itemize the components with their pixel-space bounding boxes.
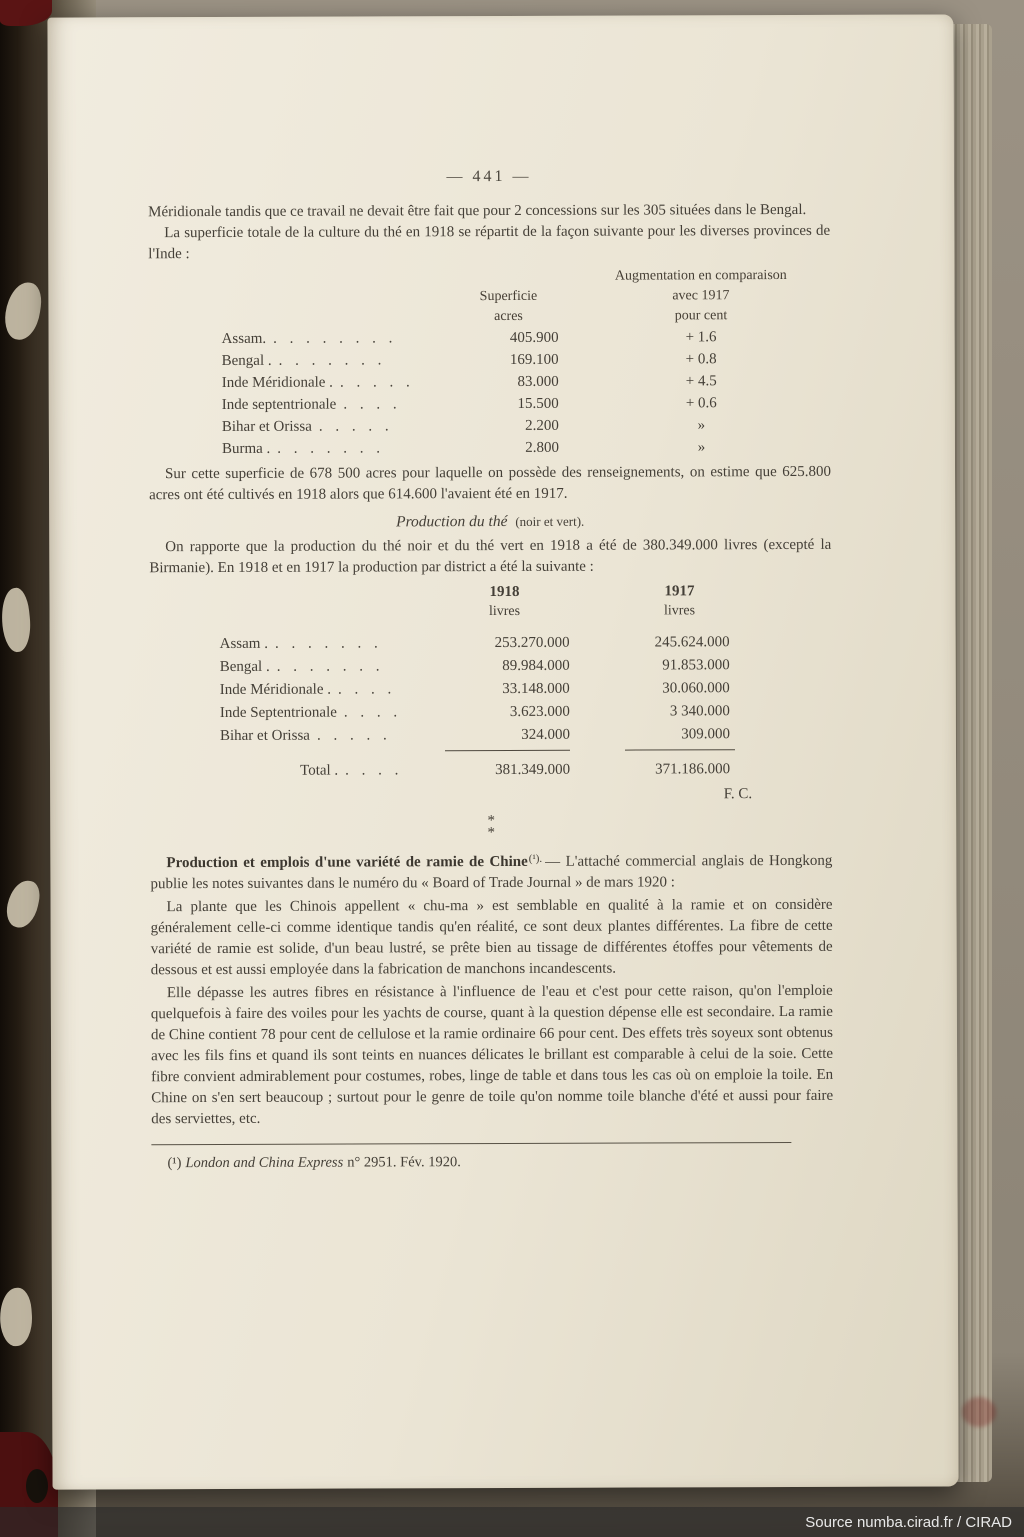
dot-leader: . . . . . . . <box>277 440 382 457</box>
watermark-text: Source numba.cirad.fr / CIRAD <box>805 1513 1012 1531</box>
superficie-table-header-line1 <box>148 266 830 288</box>
table-row <box>149 326 831 350</box>
table-row <box>149 414 831 438</box>
acres-value: 83.000 <box>517 373 559 390</box>
rule-under-1917 <box>625 749 735 755</box>
column-spacer <box>150 750 445 757</box>
row-label <box>149 349 459 372</box>
header-pour-cent: pour cent <box>674 308 728 324</box>
row-label <box>149 437 459 460</box>
table-row <box>150 700 832 724</box>
author-initials: F. C. <box>723 786 753 803</box>
dot-leader: . . . . . <box>318 418 390 435</box>
dot-leader: . . . . . <box>339 374 411 391</box>
header-1918: 1918 <box>489 583 520 601</box>
ramie-intro-text: — L'attaché commercial anglais de Hongkong publie les notes suivantes dans le numéro du « Board of Trade Journal » de mars 1920 : <box>150 852 833 893</box>
table-row <box>150 723 832 747</box>
percent-value: » <box>697 417 706 434</box>
header-acres: acres <box>494 308 523 325</box>
paragraph-sur-cette-superficie: Sur cette superficie de 678 500 acres pour laquelle on possède des renseignements, on estime que 625.800 acres ont été cultivés en 1918 alors que 614.600 l'avaient été en 1917. <box>149 463 832 504</box>
production-heading <box>149 510 831 533</box>
table-total-row <box>150 758 832 782</box>
header-avec-1917: avec 1917 <box>672 288 730 304</box>
region-name: Bengal . <box>219 658 270 675</box>
value-1917: 245.624.000 <box>654 634 730 651</box>
row-label <box>149 393 459 416</box>
dot-leader: . . . . . . . <box>276 658 381 675</box>
header-augmentation: Augmentation en comparaison <box>614 268 787 284</box>
table-row <box>149 436 831 460</box>
value-1918: 253.270.000 <box>494 634 570 652</box>
region-name: Inde Méridionale . <box>219 681 332 698</box>
table-total-rule <box>150 749 832 757</box>
row-label <box>150 678 440 701</box>
paragraph-continuation: Méridionale tandis que ce travail ne devait être fait que pour 2 concessions sur les 305 situées dans le Bengal. <box>148 201 807 221</box>
watermark-bar <box>0 1507 1024 1537</box>
value-1918: 324.000 <box>521 726 570 743</box>
footnote-rule <box>151 1142 791 1145</box>
production-table-header-years <box>149 581 831 603</box>
dot-leader: . . . . <box>343 704 399 721</box>
superficie-table-header-line3 <box>148 306 830 328</box>
footnote-reference-mark: (¹). <box>528 852 543 865</box>
asterisk: * <box>487 813 496 830</box>
footnote-reference-mark: (¹) <box>167 1155 182 1172</box>
region-name: Bihar et Orissa <box>221 418 312 435</box>
total-1918: 381.349.000 <box>495 761 571 779</box>
paragraph-superficie-intro: La superficie totale de la culture du thé en 1918 se répartit de la façon suivante pour les diverses provinces de l'Inde : <box>148 222 831 263</box>
value-1917: 91.853.000 <box>662 657 730 674</box>
value-1917: 30.060.000 <box>662 680 730 697</box>
footnote-source-title: London and China Express <box>185 1154 344 1172</box>
book-cover-shadow <box>26 1469 48 1503</box>
acres-value: 405.900 <box>509 329 559 346</box>
ramie-paragraph-2: Elle dépasse les autres fibres en résistance à l'influence de l'eau et c'est pour cette raison, qu'on l'emploie quelquefois à faire des voiles pour les yachts de course, quant à la question dépense elle est secondaire. La ramie de Chine contient 78 pour cent de cellulose et la ramie ordinaire 66 pour cent. Des effets très soyeux sont obtenus avec les fils fins et quand ils sont teints en nuances délicates le brillant est comparable à celui de la soie. Cette fibre convient admirablement pour costumes, robes, linge de table et dans tous les cas où on emploie la toile. En Chine on s'en sert beaucoup ; surtout pour le genre de toile qu'on nomme toile blanche d'été et aussi pour faire des serviettes, etc. <box>150 982 834 1128</box>
dot-leader: . . . . . . . <box>278 352 383 369</box>
superficie-table <box>148 266 831 460</box>
table-row <box>150 677 832 701</box>
acres-value: 2.800 <box>525 439 559 456</box>
value-1918: 89.984.000 <box>502 657 570 675</box>
row-label <box>149 327 459 350</box>
dot-leader: . . . . . . . . <box>273 330 394 347</box>
stain-mark <box>962 1397 996 1427</box>
superficie-table-header-line2 <box>148 286 830 308</box>
value-1918: 33.148.000 <box>502 680 570 698</box>
acres-value: 169.100 <box>509 351 559 368</box>
table-row <box>150 631 832 655</box>
scanned-page <box>47 14 958 1489</box>
paragraph-production-intro: On rapporte que la production du thé noir et du thé vert en 1918 a été de 380.349.000 livres (excepté la Birmanie). En 1918 et en 1917 la production par district a été la suivante : <box>149 536 832 577</box>
production-heading-title: Production du thé <box>396 512 508 531</box>
region-name: Inde Méridionale . <box>221 374 333 391</box>
table-row <box>149 348 831 372</box>
dot-leader: . . . . <box>345 762 400 779</box>
production-table <box>149 581 832 782</box>
header-livres-1917: livres <box>663 603 696 619</box>
page-content <box>148 165 834 1173</box>
column-spacer <box>148 267 558 288</box>
column-spacer <box>149 602 439 623</box>
dot-leader: . . . . <box>343 396 398 413</box>
total-text: Total . <box>300 762 339 779</box>
rule-under-1918 <box>445 750 570 756</box>
percent-value: + 0.6 <box>685 395 717 412</box>
ramie-section-title: Production et emplois d'une variété de ramie de Chine <box>166 853 528 872</box>
percent-value: + 1.6 <box>685 329 717 346</box>
total-1917: 371.186.000 <box>655 761 731 778</box>
production-table-header-units <box>149 601 831 623</box>
percent-value: » <box>697 439 706 456</box>
region-name: Inde Septentrionale <box>219 704 337 721</box>
total-label <box>150 759 440 782</box>
value-1918: 3.623.000 <box>509 703 570 720</box>
ramie-paragraph-1: La plante que les Chinois appellent « chu-ma » est semblable en qualité à la ramie et on considère généralement celle-ci comme identique tandis qu'en réalité, ce sont deux plantes différentes. La fibre de cette variété de ramie est solide, d'un beau lustré, se prête bien au tissage de différentes étoffes pour vêtements de dessous et est aussi employée dans la fabrication de manchons incandescents. <box>150 896 833 979</box>
column-spacer <box>148 307 458 328</box>
column-spacer <box>149 582 439 603</box>
column-spacer <box>148 287 458 308</box>
header-superficie: Superficie <box>479 288 538 305</box>
column-spacer <box>570 750 625 756</box>
region-name: Burma . <box>221 440 271 457</box>
row-label <box>149 371 459 394</box>
table-row <box>149 392 831 416</box>
percent-value: + 0.8 <box>685 351 717 368</box>
value-1917: 3 340.000 <box>669 703 730 720</box>
row-label <box>150 632 440 655</box>
region-name: Inde septentrionale <box>221 396 337 413</box>
production-heading-paren: (noir et vert). <box>515 513 585 529</box>
section-divider <box>150 814 832 840</box>
dot-leader: . . . . <box>337 681 393 698</box>
row-label <box>150 724 440 747</box>
footnote <box>151 1151 833 1173</box>
page-number: — 441 — <box>446 167 532 186</box>
header-livres-1918: livres <box>488 603 521 620</box>
table-row <box>150 654 832 678</box>
region-name: Bengal . <box>221 352 272 369</box>
row-label <box>149 415 459 438</box>
asterisk: * <box>487 825 496 842</box>
percent-value: + 4.5 <box>685 373 717 390</box>
acres-value: 15.500 <box>517 395 559 412</box>
footnote-details: n° 2951. Fév. 1920. <box>347 1154 461 1171</box>
region-name: Assam. <box>221 330 267 347</box>
value-1917: 309.000 <box>681 726 730 743</box>
ramie-intro-paragraph <box>150 848 832 895</box>
region-name: Bihar et Orissa <box>219 727 310 744</box>
dot-leader: . . . . . <box>316 727 388 744</box>
row-label <box>150 655 440 678</box>
table-row <box>149 370 831 394</box>
acres-value: 2.200 <box>525 417 559 434</box>
row-label <box>150 701 440 724</box>
region-name: Assam . <box>219 635 268 652</box>
header-1917: 1917 <box>664 583 695 600</box>
dot-leader: . . . . . . . <box>274 635 379 652</box>
